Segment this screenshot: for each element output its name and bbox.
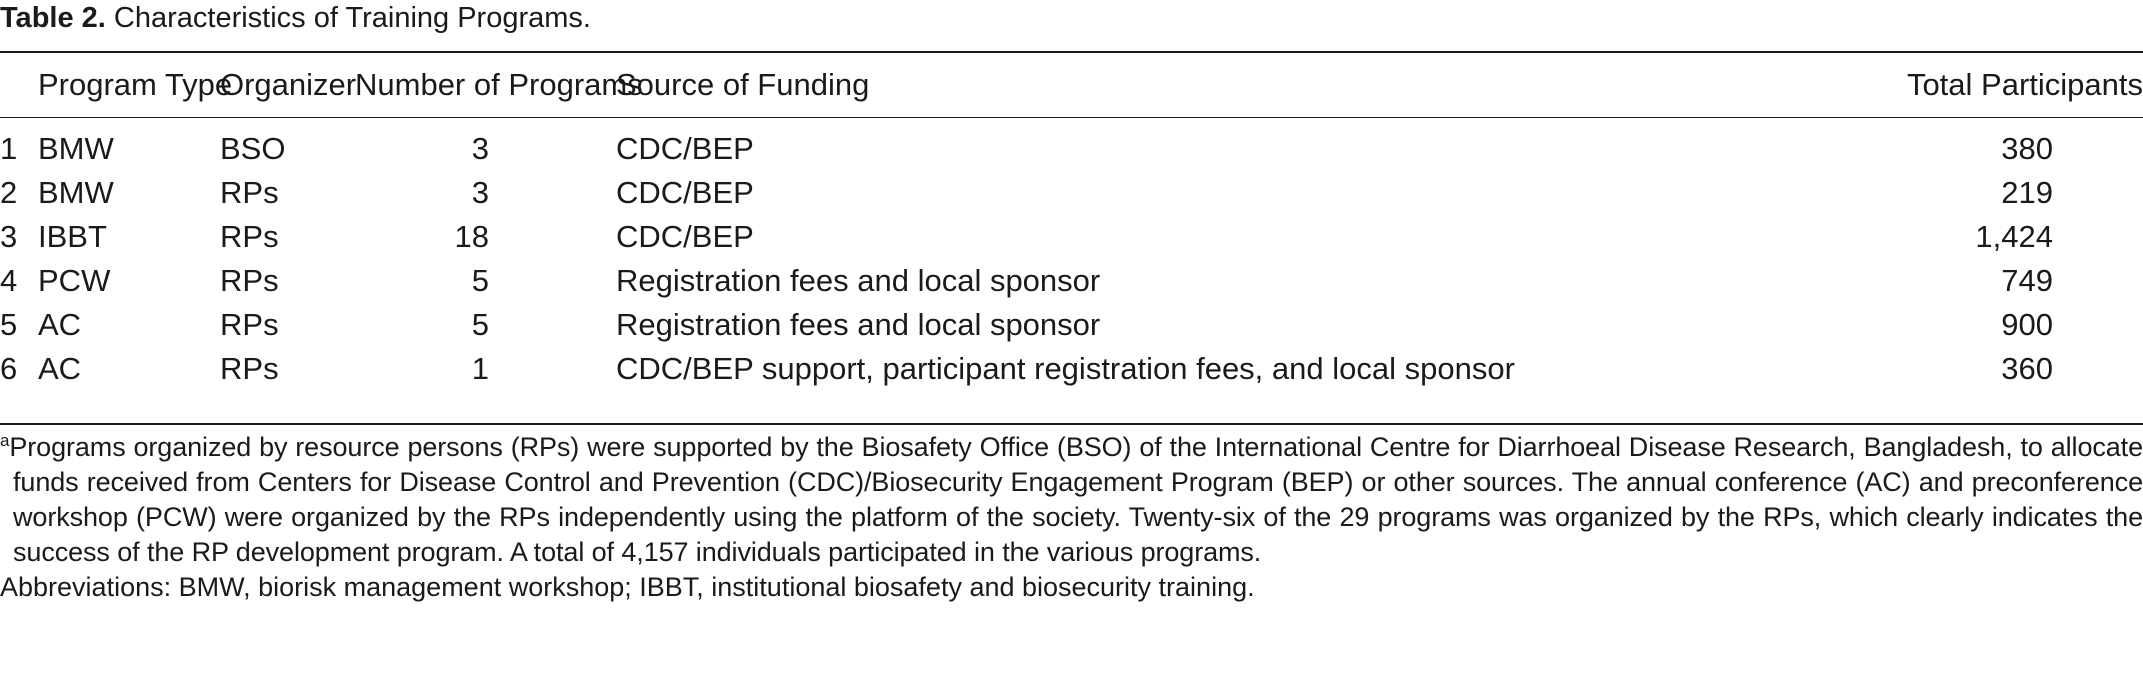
organizer-cell: RPs xyxy=(220,307,279,342)
table-header-row xyxy=(0,53,2143,117)
organizer-cell: RPs xyxy=(220,219,279,254)
table-row xyxy=(0,303,2143,347)
total-participants-cell: 219 xyxy=(2001,175,2053,210)
row-index: 1 xyxy=(0,131,18,166)
header-index xyxy=(0,53,38,117)
program-type-cell: AC xyxy=(38,307,82,342)
header-organizer: Organizer xyxy=(220,67,357,102)
footnote-a-text: Programs organized by resource persons (RPs) were supported by the Biosafety Office (BSO) of the International Centre for Diarrhoeal Disease Research, Bangladesh, to allocate funds received from Centers for Disease Control and Prevention (CDC)/Biosecurity Engagement Program (BEP) or other sources. The annual conference (AC) and preconference workshop (PCW) were organized by the RPs independently using the platform of the society. Twenty-six of the 29 programs was organized by the RPs, which clearly indicates the success of the RP development program. A total of 4,157 individuals participated in the various programs. xyxy=(9,432,2143,567)
source-of-funding-cell: CDC/BEP xyxy=(616,175,754,210)
source-of-funding-cell: Registration fees and local sponsor xyxy=(616,307,1101,342)
table-caption-label: Table 2. xyxy=(0,2,106,34)
table-row xyxy=(0,171,2143,215)
table-caption-text: Characteristics of Training Programs. xyxy=(113,2,591,34)
program-type-cell: IBBT xyxy=(38,219,107,254)
row-index: 2 xyxy=(0,175,18,210)
table-row xyxy=(0,215,2143,259)
total-participants-cell: 749 xyxy=(2001,263,2053,298)
source-of-funding-cell: CDC/BEP xyxy=(616,219,754,254)
footnote-abbreviations: Abbreviations: BMW, biorisk management workshop; IBBT, institutional biosafety and biosecurity training. xyxy=(0,572,1255,602)
header-number-of-programs: Number of Programs xyxy=(355,67,643,102)
organizer-cell: RPs xyxy=(220,263,279,298)
footnote-a-marker: a xyxy=(0,431,10,450)
total-participants-cell: 900 xyxy=(2001,307,2053,342)
table-bottom-rule xyxy=(0,423,2143,425)
number-of-programs-cell: 5 xyxy=(471,307,489,342)
table-footnotes xyxy=(0,430,2143,605)
header-source-of-funding: Source of Funding xyxy=(616,67,870,102)
source-of-funding-cell: CDC/BEP support, participant registration fees, and local sponsor xyxy=(616,351,1515,386)
source-of-funding-cell: CDC/BEP xyxy=(616,131,754,166)
table-row xyxy=(0,259,2143,303)
organizer-cell: RPs xyxy=(220,175,279,210)
number-of-programs-cell: 3 xyxy=(471,175,489,210)
total-participants-cell: 360 xyxy=(2001,351,2053,386)
number-of-programs-cell: 1 xyxy=(471,351,489,386)
number-of-programs-cell: 5 xyxy=(471,263,489,298)
header-total-participants: Total Participants xyxy=(1906,67,2143,102)
table-row xyxy=(0,117,2143,171)
total-participants-cell: 380 xyxy=(2001,131,2053,166)
program-type-cell: PCW xyxy=(38,263,111,298)
row-index: 6 xyxy=(0,351,18,386)
organizer-cell: BSO xyxy=(220,131,286,166)
number-of-programs-cell: 18 xyxy=(454,219,489,254)
row-index: 4 xyxy=(0,263,18,298)
program-type-cell: BMW xyxy=(38,131,114,166)
program-type-cell: BMW xyxy=(38,175,114,210)
row-index: 5 xyxy=(0,307,18,342)
table-row xyxy=(0,347,2143,397)
program-type-cell: AC xyxy=(38,351,82,386)
header-program-type: Program Type xyxy=(38,67,233,102)
total-participants-cell: 1,424 xyxy=(1975,219,2053,254)
table-caption xyxy=(0,0,591,38)
source-of-funding-cell: Registration fees and local sponsor xyxy=(616,263,1101,298)
footnote-a xyxy=(0,430,2143,570)
row-index: 3 xyxy=(0,219,18,254)
number-of-programs-cell: 3 xyxy=(471,131,489,166)
organizer-cell: RPs xyxy=(220,351,279,386)
training-programs-table xyxy=(0,53,2143,397)
